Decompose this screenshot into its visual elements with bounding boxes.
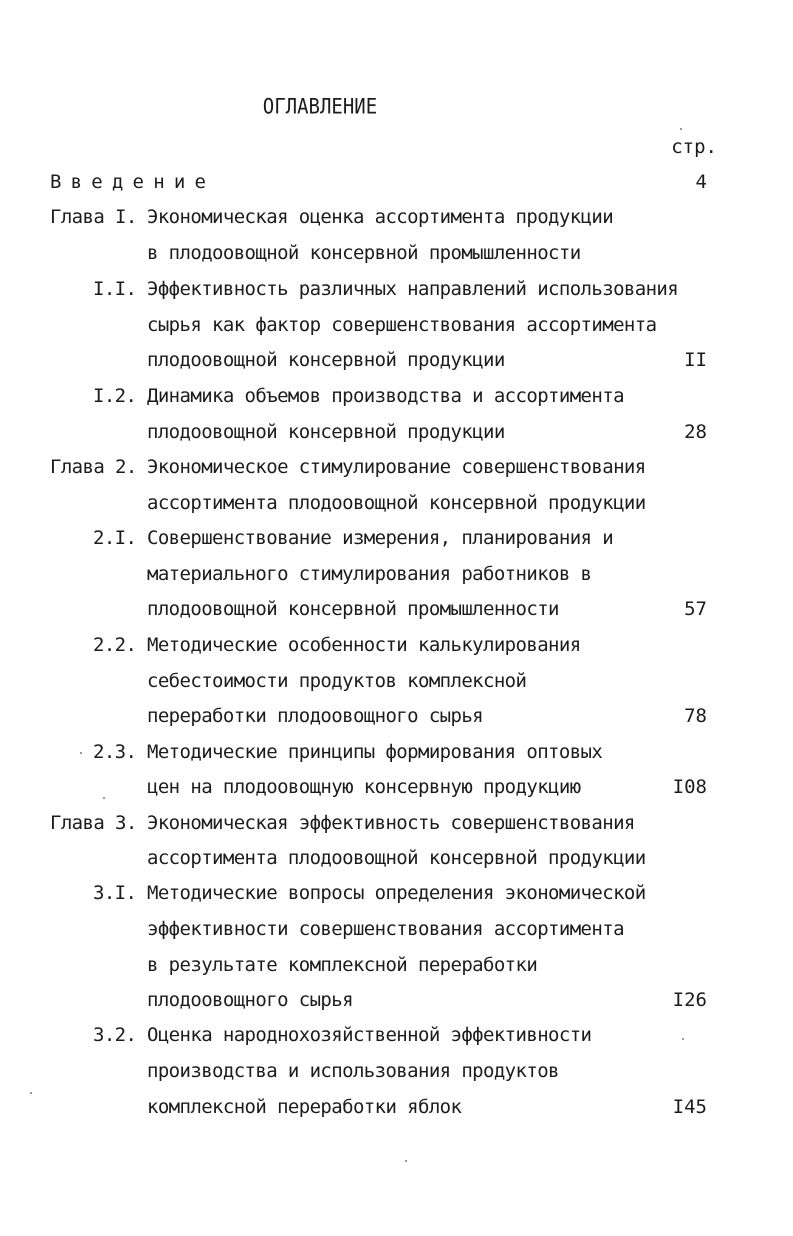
toc-section-1-2-line: Динамика объемов производства и ассортимента — [147, 385, 624, 407]
toc-section-1-1-line: плодоовощной консервной продукции — [147, 349, 505, 371]
toc-section-2-1-number: 2.I. — [93, 527, 137, 549]
toc-section-3-1-line: плодоовощного сырья — [147, 989, 353, 1011]
toc-section-2-2-line: Методические особенности калькулирования — [147, 634, 581, 656]
toc-section-1-2-page: 28 — [684, 421, 707, 443]
toc-section-2-2-line: себестоимости продуктов комплексной — [147, 670, 527, 692]
scan-speck — [682, 1038, 684, 1040]
scan-speck — [405, 1160, 407, 1162]
toc-section-1-1-line: Эффективность различных направлений использования — [147, 278, 679, 300]
toc-chapter-3-number: Глава 3. — [50, 812, 137, 834]
toc-section-3-2-line: комплексной переработки яблок — [147, 1096, 462, 1118]
toc-intro-page: 4 — [695, 171, 707, 193]
toc-chapter-2-line: Экономическое стимулирование совершенствования — [147, 456, 646, 478]
toc-section-3-2-line: Оценка народнохозяйственной эффективности — [147, 1024, 592, 1046]
toc-chapter-2-number: Глава 2. — [50, 456, 137, 478]
scan-speck — [680, 128, 682, 130]
toc-section-2-1-line: Совершенствование измерения, планирования и — [147, 527, 614, 549]
toc-section-2-2-page: 78 — [684, 705, 707, 727]
toc-section-3-1-line: эффективности совершенствования ассортимента — [147, 918, 624, 940]
toc-section-3-1-line: Методические вопросы определения экономической — [147, 882, 646, 904]
scan-speck — [30, 1092, 32, 1094]
toc-section-2-2-number: 2.2. — [93, 634, 137, 656]
toc-chapter-1-number: Глава I. — [50, 206, 137, 228]
toc-section-2-3-page: I08 — [672, 776, 707, 798]
toc-section-1-1-line: сырья как фактор совершенствования ассортимента — [147, 314, 657, 336]
page-title: ОГЛАВЛЕНИЕ — [262, 94, 378, 120]
toc-section-3-1-number: 3.I. — [93, 882, 137, 904]
page-column-header: стр. — [671, 136, 717, 158]
toc-chapter-3-line: ассортимента плодоовощной консервной продукции — [147, 847, 646, 869]
toc-section-2-3-number: 2.3. — [93, 741, 137, 763]
toc-section-1-2-line: плодоовощной консервной продукции — [147, 421, 505, 443]
toc-section-1-1-page: II — [684, 349, 707, 371]
toc-intro-label: Введение — [50, 171, 216, 193]
toc-section-2-1-line: материального стимулирования работников в — [147, 563, 592, 585]
toc-section-1-2-number: I.2. — [93, 385, 137, 407]
toc-section-2-3-line: Методические принципы формирования оптовых — [147, 741, 603, 763]
toc-section-3-2-number: 3.2. — [93, 1024, 137, 1046]
toc-chapter-1-line: в плодоовощной консервной промышленности — [147, 242, 581, 264]
scan-speck — [80, 752, 82, 754]
toc-section-3-1-page: I26 — [672, 989, 707, 1011]
toc-section-3-2-line: производства и использования продуктов — [147, 1060, 559, 1082]
toc-section-3-2-page: I45 — [672, 1096, 707, 1118]
toc-section-2-3-line: цен на плодоовощную консервную продукцию — [147, 776, 581, 798]
toc-section-3-1-line: в результате комплексной переработки — [147, 954, 538, 976]
scan-speck — [103, 797, 105, 799]
toc-section-2-2-line: переработки плодоовощного сырья — [147, 705, 484, 727]
toc-section-2-1-line: плодоовощной консервной промышленности — [147, 598, 559, 620]
toc-section-2-1-page: 57 — [684, 598, 707, 620]
toc-chapter-2-line: ассортимента плодоовощной консервной продукции — [147, 492, 646, 514]
toc-chapter-3-line: Экономическая эффективность совершенствования — [147, 812, 635, 834]
toc-chapter-1-line: Экономическая оценка ассортимента продукции — [147, 206, 614, 228]
toc-section-1-1-number: I.I. — [93, 278, 137, 300]
